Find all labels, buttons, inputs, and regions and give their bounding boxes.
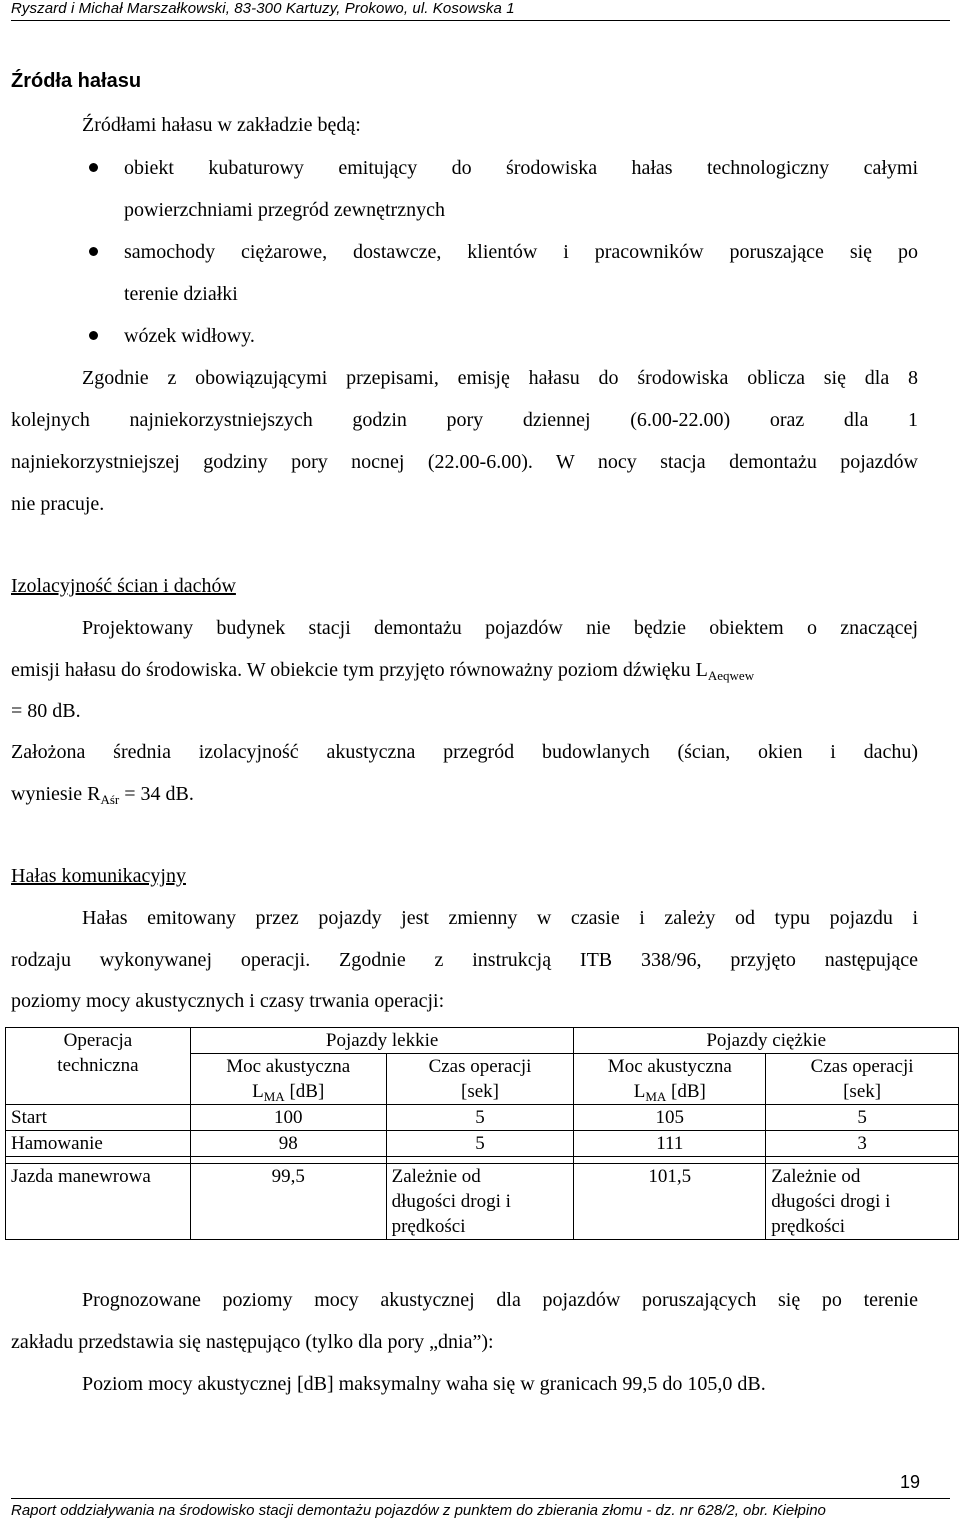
header-operation-line-2: techniczna: [57, 1055, 139, 1076]
header-heavy-vehicles: Pojazdy ciężkie: [574, 1028, 959, 1054]
header-power-line-2: [579, 1079, 760, 1104]
header-power-subscript: MA: [263, 1089, 285, 1104]
insulation-line-1: Projektowany budynek stacji demontażu pojazdów nie będzie obiektem o znaczącej: [82, 617, 918, 639]
header-time-line-2: [sek]: [843, 1081, 882, 1102]
page-header: Ryszard i Michał Marszałkowski, 83-300 Kartuzy, Prokowo, ul. Kosowska 1: [11, 0, 515, 17]
forecast-line-2: zakładu przedstawia się następująco (tylko dla pory „dnia”):: [11, 1331, 494, 1353]
cell-operation: Start: [6, 1105, 191, 1131]
header-operation-line-1: Operacja: [63, 1030, 133, 1051]
header-light-power: [190, 1054, 386, 1105]
cell-heavy-time: [766, 1164, 959, 1240]
cell-light-power: 100: [190, 1105, 386, 1131]
header-heavy-power: [574, 1054, 766, 1105]
header-power-line-1: Moc akustyczna: [607, 1056, 732, 1077]
spacer-cell: [766, 1157, 959, 1164]
spacer-cell: [190, 1157, 386, 1164]
header-rule: [11, 20, 950, 21]
cell-operation: Hamowanie: [6, 1131, 191, 1157]
insulation-line-2: [11, 658, 754, 682]
cell-light-power: 99,5: [190, 1164, 386, 1240]
spacer-cell: [6, 1157, 191, 1164]
laeq-subscript: Aeqwew: [707, 668, 755, 683]
cell-heavy-power: 105: [574, 1105, 766, 1131]
cell-text-line: prędkości: [771, 1216, 846, 1237]
cell-heavy-time: 3: [766, 1131, 959, 1157]
page-number: 19: [899, 1472, 920, 1492]
bullet-icon: [89, 331, 98, 340]
insulation-line-5-value: = 34 dB.: [119, 783, 194, 805]
cell-light-time: [386, 1164, 574, 1240]
cell-heavy-power: 101,5: [574, 1164, 766, 1240]
bullet-icon: [89, 163, 98, 172]
header-heavy-time: [766, 1054, 959, 1105]
table-header-row: [6, 1028, 959, 1054]
cell-text-line: długości drogi i: [391, 1191, 511, 1212]
cell-text-line: długości drogi i: [771, 1191, 891, 1212]
header-power-symbol: L: [252, 1081, 264, 1102]
traffic-line-3: poziomy mocy akustycznych i czasy trwania operacji:: [11, 990, 445, 1012]
header-operation: [6, 1028, 191, 1105]
para1-line-1: Zgodnie z obowiązującymi przepisami, emisję hałasu do środowiska oblicza się dla 8: [82, 367, 918, 389]
section-heading-insulation: Izolacyjność ścian i dachów: [11, 575, 236, 597]
table-spacer-row: [6, 1157, 959, 1164]
cell-text-line: prędkości: [391, 1216, 466, 1237]
bullet-icon: [89, 247, 98, 256]
insulation-line-4: Założona średnia izolacyjność akustyczna przegród budowlanych (ścian, okien i dachu): [11, 741, 918, 763]
r-subscript: Aśr: [100, 792, 120, 807]
footer-rule: [11, 1498, 950, 1499]
header-power-line-1: Moc akustyczna: [226, 1056, 351, 1077]
header-light-vehicles: Pojazdy lekkie: [190, 1028, 574, 1054]
insulation-line-3: = 80 dB.: [11, 700, 81, 722]
forecast-line-3: Poziom mocy akustycznej [dB] maksymalny waha się w granicach 99,5 do 105,0 dB.: [82, 1373, 766, 1395]
cell-text-line: Zależnie od: [391, 1166, 481, 1187]
cell-heavy-time: 5: [766, 1105, 959, 1131]
para1-line-4: nie pracuje.: [11, 493, 105, 515]
table-row: [6, 1164, 959, 1240]
cell-heavy-power: 111: [574, 1131, 766, 1157]
bullet-2-line-2: terenie działki: [124, 283, 238, 305]
header-power-subscript: MA: [645, 1089, 667, 1104]
forecast-line-1: Prognozowane poziomy mocy akustycznej dla pojazdów poruszających się po terenie: [82, 1289, 918, 1311]
cell-light-time: 5: [386, 1131, 574, 1157]
table-row: [6, 1131, 959, 1157]
header-time-line-2: [sek]: [461, 1081, 499, 1102]
noise-table: [5, 1027, 959, 1240]
section-title: Źródła hałasu: [11, 70, 142, 92]
intro-text: Źródłami hałasu w zakładzie będą:: [82, 114, 361, 136]
page-footer: Raport oddziaływania na środowisko stacji demontażu pojazdów z punktem do zbierania złomu - dz. nr 628/2, obr. Kiełpino: [11, 1502, 826, 1519]
para1-line-2: kolejnych najniekorzystniejszych godzin pory dziennej (6.00-22.00) oraz dla 1: [11, 409, 918, 431]
traffic-line-2: rodzaju wykonywanej operacji. Zgodnie z instrukcją ITB 338/96, przyjęto następujące: [11, 949, 918, 971]
table-row: [6, 1105, 959, 1131]
para1-line-3: najniekorzystniejszej godziny pory nocnej (22.00-6.00). W nocy stacja demontażu pojazdów: [11, 451, 918, 473]
insulation-line-2-text: emisji hałasu do środowiska. W obiekcie tym przyjęto równoważny poziom dźwięku L: [11, 659, 708, 681]
spacer-cell: [574, 1157, 766, 1164]
header-power-line-2: [196, 1079, 381, 1104]
insulation-line-5-text: wyniesie R: [11, 783, 101, 805]
header-power-symbol: L: [633, 1081, 646, 1102]
header-time-line-1: Czas operacji: [428, 1056, 532, 1077]
bullet-1-line-2: powierzchniami przegród zewnętrznych: [124, 199, 445, 221]
cell-text-line: Zależnie od: [771, 1166, 861, 1187]
bullet-2-line-1: samochody ciężarowe, dostawcze, klientów i pracowników poruszające się po: [124, 241, 918, 263]
cell-light-time: 5: [386, 1105, 574, 1131]
cell-operation: Jazda manewrowa: [6, 1164, 191, 1240]
traffic-line-1: Hałas emitowany przez pojazdy jest zmienny w czasie i zależy od typu pojazdu i: [82, 907, 918, 929]
header-power-unit: [dB]: [666, 1081, 706, 1102]
header-time-line-1: Czas operacji: [810, 1056, 914, 1077]
cell-light-power: 98: [190, 1131, 386, 1157]
header-power-unit: [dB]: [284, 1081, 325, 1102]
insulation-line-5: [11, 782, 194, 806]
header-light-time: [386, 1054, 574, 1105]
bullet-1-line-1: obiekt kubaturowy emitujący do środowiska hałas technologiczny całymi: [124, 157, 918, 179]
bullet-3: wózek widłowy.: [124, 325, 255, 347]
section-heading-traffic: Hałas komunikacyjny: [11, 865, 186, 887]
spacer-cell: [386, 1157, 574, 1164]
